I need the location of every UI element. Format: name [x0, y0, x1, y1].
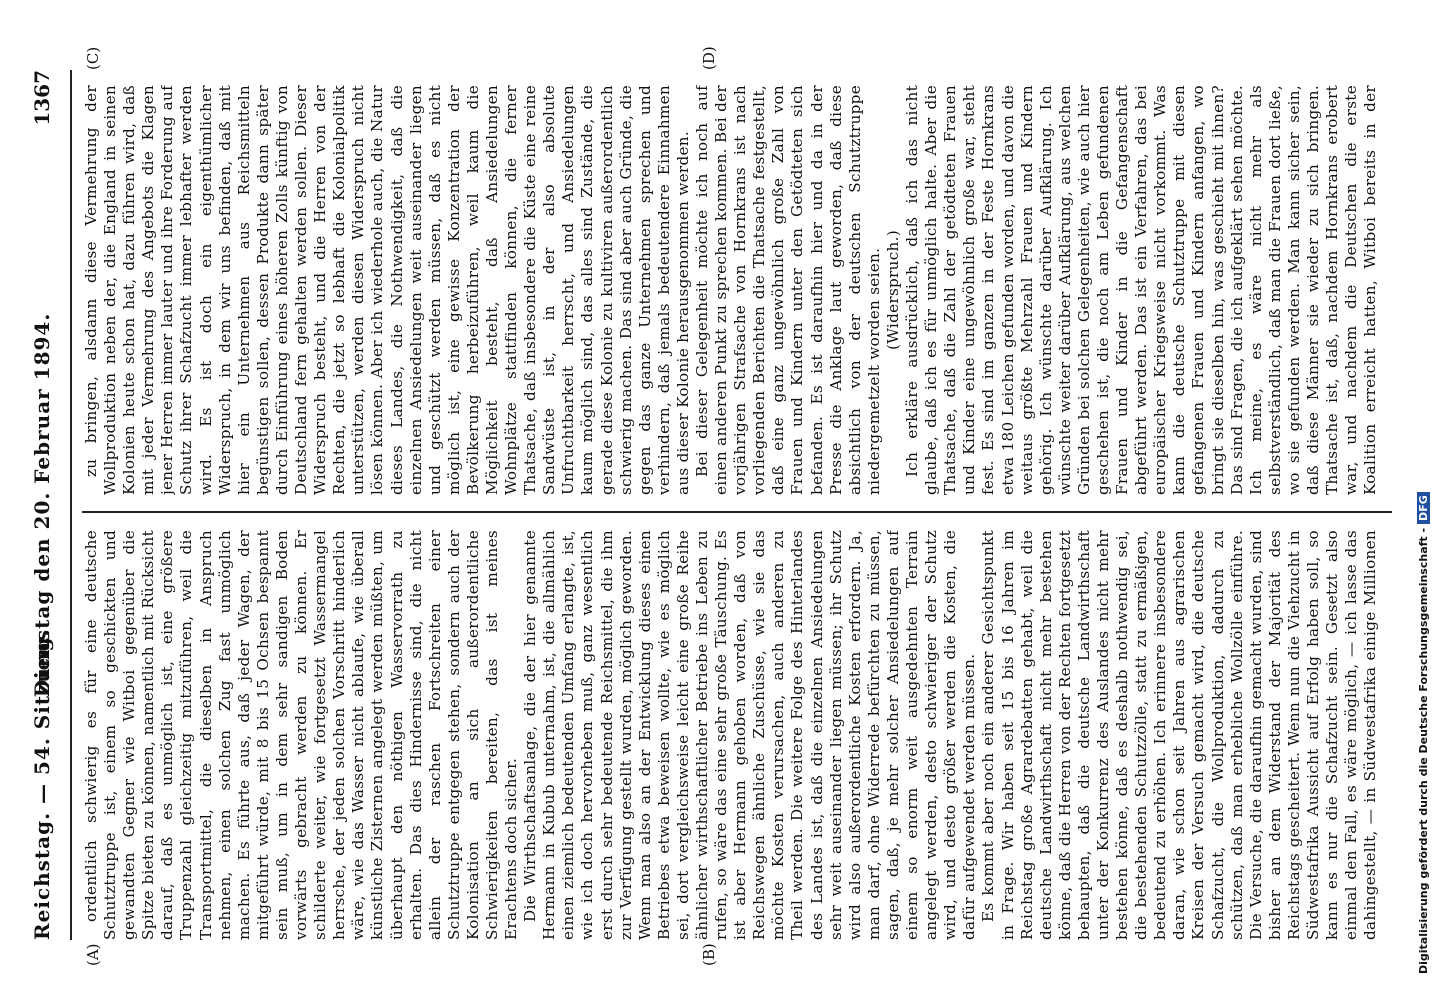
left-column [82, 530, 1382, 940]
dfg-logo: DFG [1417, 492, 1430, 524]
page-header [30, 70, 70, 940]
page-number: 1367 [30, 70, 54, 126]
paragraph: zu bringen, alsdann diese Vermehrung der Wollproduktion neben der, die England in seinen Kolonien heute schon hat, dazu führen wird, daß mit jeder Vermehrung des Angebots die Klagen jener Herren immer lauter und ihre Forderung auf Schutz ihrer Schafzucht immer lebhafter werden wird. Es ist doch ein eigenthümlicher Widerspruch, in dem wir uns befinden, daß mit hier ein Unternehmen aus Reichsmitteln begünstigen sollen, dessen Produkte dann später durch Einführung eines höheren Zolls künftig von Deutschland fern gehalten werden sollen. Dieser Widerspruch besteht, und die Herren von der Rechten, die jetzt so lebhaft die Kolonialpolitik unterstützen, werden diesen Widerspruch nicht lösen können. Aber ich wiederhole auch, die Natur dieses Landes, die Nothwendigkeit, daß die einzelnen Ansiedelungen weit auseinander liegen und geschützt werden müssen, daß es nicht möglich ist, eine gewisse Konzentration der Bevölkerung herbeizuführen, weil kaum die Möglichkeit besteht, daß Ansiedelungen Wohnplätze stattfinden können, die ferner Thatsache, daß insbesondere die Küste eine reine Sandwüste ist, in der also absolute Unfruchtbarkeit herrscht, und Ansiedelungen kaum möglich sind, das alles sind Zustände, die gerade diese Kolonie zu kultiviren außerordentlich schwierig machen. Das sind aber auch Gründe, die gegen das ganze Unternehmen sprechen und verhindern, daß jemals bedeutendere Einnahmen aus dieser Kolonie herausgenommen werden. [82, 85, 692, 495]
margin-marker-c: (C) [84, 46, 102, 70]
dfg-credit [1417, 24, 1432, 974]
header-rule [70, 70, 72, 940]
paragraph: (Widerspruch.) [883, 230, 902, 350]
margin-marker-b: (B) [700, 943, 718, 966]
header-date: Dienstag den 20. Februar 1894. [30, 312, 54, 698]
right-column [82, 85, 1382, 495]
column-divider [82, 511, 1392, 513]
margin-marker-d: (D) [700, 46, 718, 70]
dfg-credit-text: Digitalisierung gefördert durch die Deutsche Forschungsgemeinschaft - [1417, 527, 1430, 974]
paragraph: Die Wirthschaftsanlage, die der hier genannte Hermann in Kubub unternahm, ist, die allmählich einen ziemlich bedeutenden Umfang erlangte, ist, wie ich doch hervorheben muß, ganz wesentlich erst durch sehr bedeutende Reichsmittel, die ihm zur Verfügung gestellt wurden, möglich geworden. Wenn man also an der Entwicklung dieses einen Betriebes etwa beweisen wollte, wie es möglich sei, dort vergleichsweise leicht eine große Reihe ähnlicher wirthschaftlicher Betriebe ins Leben zu rufen, so wäre das eine sehr große Täuschung. Es ist aber Hermann gehoben worden, daß von Reichswegen ähnliche Zuschüsse, wie sie das möchte Kosten verursachen, auch anderen zu Theil werden. Die weitere Folge des Hinterlandes des Landes ist, daß die einzelnen Ansiedelungen sehr weit auseinander liegen müssen; ihr Schutz wird also außerordentliche Kosten erfordern. Ja, man darf, ohne Widerrede befürchten zu müssen, sagen, daß, je mehr solcher Ansiedelungen auf einem so enorm weit ausgedehnten Terrain angelegt werden, desto schwieriger der Schutz wird, und desto größer werden die Kosten, die dafür aufgewendet werden müssen. [521, 530, 979, 940]
margin-marker-a: (A) [84, 943, 102, 966]
header-session: Reichstag. — 54. Sitzung. [30, 628, 54, 940]
paragraph: ordentlich schwierig es für eine deutsche Schutztruppe ist, einem so geschickten und gewandten Gegner wie Witboi gegenüber die Spitze bieten zu können, namentlich mit Rücksicht darauf, daß es unmöglich ist, eine größere Truppenzahl gleichzeitig mitzuführen, weil die Transportmittel, die dieselben in Anspruch nehmen, einen solchen Zug fast unmöglich machen. Es führte aus, daß jeder Wagen, der mitgeführt würde, mit 8 bis 15 Ochsen bespannt sein muß, um in dem sehr sandigen Boden vorwärts gebracht werden zu können. Er schilderte weiter, wie fortgesetzt Wassermangel herrsche, der jeden solchen Vorschritt hinderlich wäre, wie das Wasser nicht ablaufe, wie überall künstliche Zisternen angelegt werden müßten, um überhaupt den nöthigen Wasservorrath zu erhalten. Das dies Hindernisse sind, die nicht allein der raschen Fortschreiten einer Schutztruppe entgegen stehen, sondern auch der Kolonisation an sich außerordentliche Schwierigkeiten bereiten, das ist meines Erachtens doch sicher. [82, 530, 521, 940]
dfg-sidebar [1416, 20, 1432, 980]
paragraph: Bei dieser Gelegenheit möchte ich noch auf einen anderen Punkt zu sprechen kommen. Bei der vorjährigen Strafsache von Hornkrans ist nach vorliegenden Berichten die Thatsache festgestellt, daß eine ganz ungewöhnlich große Zahl von Frauen und Kindern unter den Getödteten sich befanden. Es ist daraufhin hier und da in der Presse die Anklage laut geworden, daß diese absichtlich von der deutschen Schutztruppe niedergemetzelt worden seien. [693, 85, 883, 495]
paragraph: Es kommt aber noch ein anderer Gesichtspunkt in Frage. Wir haben seit 15 bis 16 Jahren im Reichstag große Agrardebatten gehabt, weil die deutsche Landwirthschaft nicht mehr bestehen könne, daß die Herren von der Rechten fortgesetzt behaupten, daß die deutsche Landwirthschaft unter der Konkurrenz des Auslandes nicht mehr bestehen könne, daß es deshalb nothwendig sei, die bestehenden Schutzzölle, statt zu ermäßigen, bedeutend zu erhöhen. Ich erinnere insbesondere daran, wie schon seit Jahren aus agrarischen Kreisen der Versuch gemacht wird, die deutsche Schafzucht, die Wollproduktion, dadurch zu schützen, daß man erhebliche Wollzölle einführe. Die Versuche, die daraufhin gemacht wurden, sind bisher an dem Widerstand der Majorität des Reichstags gescheitert. Wenn nun die Viehzucht in Südwestafrika Aussicht auf Erfolg haben soll, so kann es nur die Schafzucht sein. Gesetzt also einmal den Fall, es wäre möglich, — ich lasse das dahingestellt, — in Südwestafrika einige Millionen [979, 530, 1380, 940]
paragraph: Ich erkläre ausdrücklich, daß ich das nicht glaube, daß ich es für unmöglich halte. Aber die Thatsache, daß die Zahl der getödteten Frauen und Kinder eine ungewöhnlich große war, steht fest. Es sind im ganzen in der Feste Hornkrans etwa 180 Leichen gefunden worden, und davon die weitaus größte Mehrzahl Frauen und Kindern gehörig. Ich wünschte darüber Aufklärung. Ich wünschte weiter darüber Aufklärung, aus welchen Gründen bei solchen Gelegenheiten, wie auch hier geschehen ist, die noch am Leben gefundenen Frauen und Kinder in die Gefangenschaft abgeführt werden. Das ist ein Verfahren, das bei europäischer Kriegsweise nicht vorkommt. Was kann die deutsche Schutztruppe mit diesen gefangenen Frauen und Kindern anfangen, wo bringt sie dieselben hin, was geschieht mit ihnen? Das sind Fragen, die ich aufgeklärt sehen möchte. Ich meine, es wäre nicht mehr als selbstverständlich, daß man die Frauen dort ließe, wo sie gefunden werden. Man kann sicher sein, daß diese Männer sie wieder zu sich bringen. Thatsache ist, daß, nachdem Hornkrans erobert war, und nachdem die Deutschen die erste Koalition erreicht hatten, Witboi bereits in der [903, 85, 1380, 495]
